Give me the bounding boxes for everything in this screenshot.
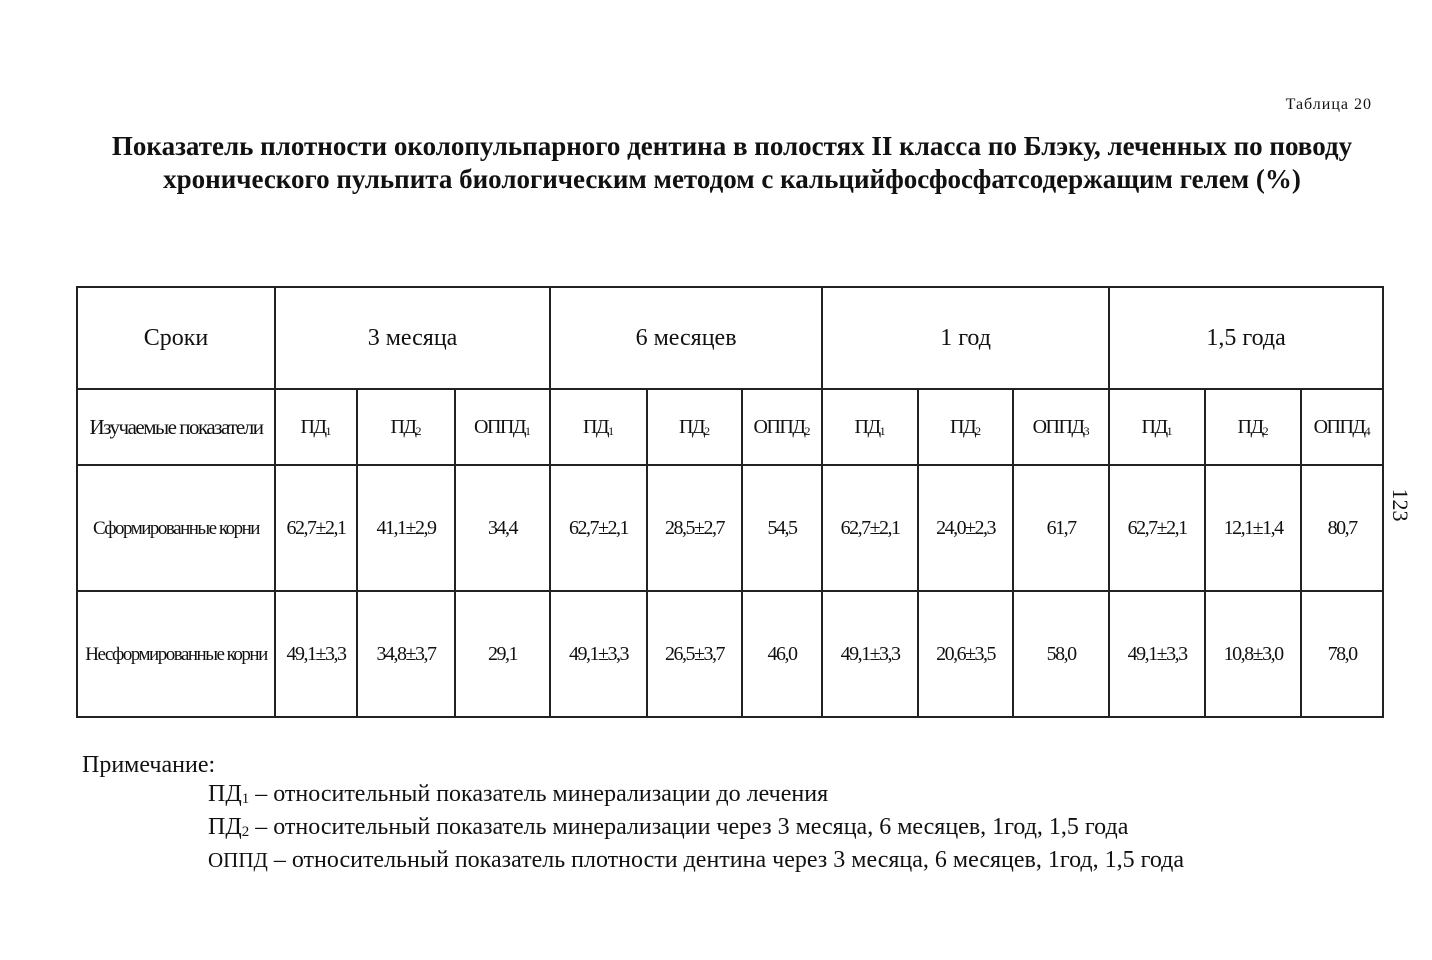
indicator-term: ОППД <box>474 415 525 438</box>
note-index: 1 <box>241 791 250 807</box>
table-cell: 54,5 <box>742 465 822 591</box>
notes-list <box>82 780 1184 874</box>
indicator-index: 1 <box>608 423 615 438</box>
table-cell: 49,1±3,3 <box>275 591 357 717</box>
table-cell: 34,8±3,7 <box>357 591 455 717</box>
table-cell: 78,0 <box>1301 591 1383 717</box>
indicator-header <box>1301 389 1383 465</box>
indicator-header <box>275 389 357 465</box>
indicator-index: 2 <box>1262 423 1269 438</box>
page-number: 123 <box>1388 488 1413 522</box>
indicator-header <box>1109 389 1205 465</box>
indicator-header <box>357 389 455 465</box>
period-header-row <box>77 287 1383 389</box>
indicator-header <box>550 389 647 465</box>
note-text: – относительный показатель минерализации до лечения <box>249 781 829 807</box>
indicator-term: ОППД <box>1032 415 1084 438</box>
table-cell: 20,6±3,5 <box>918 591 1013 717</box>
indicator-term: ПД <box>300 415 326 438</box>
table-cell: 34,4 <box>455 465 550 591</box>
note-item <box>208 813 1184 846</box>
note-item <box>208 780 1184 813</box>
indicator-header <box>647 389 742 465</box>
table-cell: 24,0±2,3 <box>918 465 1013 591</box>
indicator-term: ОППД <box>1313 415 1365 438</box>
note-term: ПД <box>208 781 242 807</box>
indicator-index: 3 <box>1083 423 1090 438</box>
note-index: 2 <box>241 824 250 840</box>
period-label-cell: Сроки <box>77 287 275 389</box>
indicator-index: 4 <box>1364 423 1371 438</box>
table-cell: 49,1±3,3 <box>550 591 647 717</box>
indicator-term: ОППД <box>753 415 805 438</box>
indicator-index: 1 <box>879 423 886 438</box>
table-number: Таблица 20 <box>1285 96 1372 113</box>
row-label: Несформированные корни <box>77 591 275 717</box>
table-cell: 10,8±3,0 <box>1205 591 1301 717</box>
indicator-index: 1 <box>1166 423 1173 438</box>
table-cell: 12,1±1,4 <box>1205 465 1301 591</box>
indicator-label-cell: Изучаемые показатели <box>77 389 275 465</box>
table-row <box>77 591 1383 717</box>
note-term: ОППД <box>208 848 268 872</box>
indicator-index: 1 <box>525 423 531 438</box>
notes-block <box>82 750 1184 874</box>
note-item <box>208 846 1184 874</box>
indicator-term: ПД <box>678 415 705 438</box>
table-cell: 80,7 <box>1301 465 1383 591</box>
indicator-header <box>822 389 918 465</box>
indicator-term: ПД <box>1237 415 1263 438</box>
indicator-index: 1 <box>325 423 332 438</box>
period-header: 1,5 года <box>1109 287 1383 389</box>
results-table <box>76 286 1384 718</box>
table-cell: 62,7±2,1 <box>1109 465 1205 591</box>
indicator-index: 2 <box>804 423 811 438</box>
table-cell: 41,1±2,9 <box>357 465 455 591</box>
table-cell: 58,0 <box>1013 591 1109 717</box>
indicator-term: ПД <box>390 415 416 438</box>
indicator-term: ПД <box>950 415 976 438</box>
table-cell: 28,5±2,7 <box>647 465 742 591</box>
page-title: Показатель плотности околопульпарного дентина в полостях II класса по Блэку, леченных по поводу хронического пульпита биологическим методом с кальцийфосфосфатсодержащим гелем (%) <box>111 131 1353 194</box>
indicator-term: ПД <box>582 415 609 438</box>
indicator-term: ПД <box>854 415 880 438</box>
table-cell: 62,7±2,1 <box>550 465 647 591</box>
note-term: ПД <box>208 814 242 840</box>
table-cell: 62,7±2,1 <box>275 465 357 591</box>
table-cell: 46,0 <box>742 591 822 717</box>
indicator-index: 2 <box>704 423 711 438</box>
indicator-header <box>1205 389 1301 465</box>
table-cell: 49,1±3,3 <box>1109 591 1205 717</box>
table-cell: 62,7±2,1 <box>822 465 918 591</box>
indicator-term: ПД <box>1141 415 1167 438</box>
indicator-header-row <box>77 389 1383 465</box>
period-header: 1 год <box>822 287 1109 389</box>
indicator-index: 2 <box>415 423 422 438</box>
period-header: 6 месяцев <box>550 287 822 389</box>
table-cell: 26,5±3,7 <box>647 591 742 717</box>
indicator-index: 2 <box>975 423 982 438</box>
table-cell: 29,1 <box>455 591 550 717</box>
indicator-header <box>1013 389 1109 465</box>
indicator-header <box>455 389 550 465</box>
notes-title: Примечание: <box>82 752 216 778</box>
table-cell: 49,1±3,3 <box>822 591 918 717</box>
row-label: Сформированные корни <box>77 465 275 591</box>
indicator-header <box>742 389 822 465</box>
table-row <box>77 465 1383 591</box>
table-cell: 61,7 <box>1013 465 1109 591</box>
period-header: 3 месяца <box>275 287 550 389</box>
note-text: – относительный показатель плотности дентина через 3 месяца, 6 месяцев, 1год, 1,5 года <box>267 847 1185 873</box>
note-text: – относительный показатель минерализации через 3 месяца, 6 месяцев, 1год, 1,5 года <box>249 814 1129 840</box>
indicator-header <box>918 389 1013 465</box>
